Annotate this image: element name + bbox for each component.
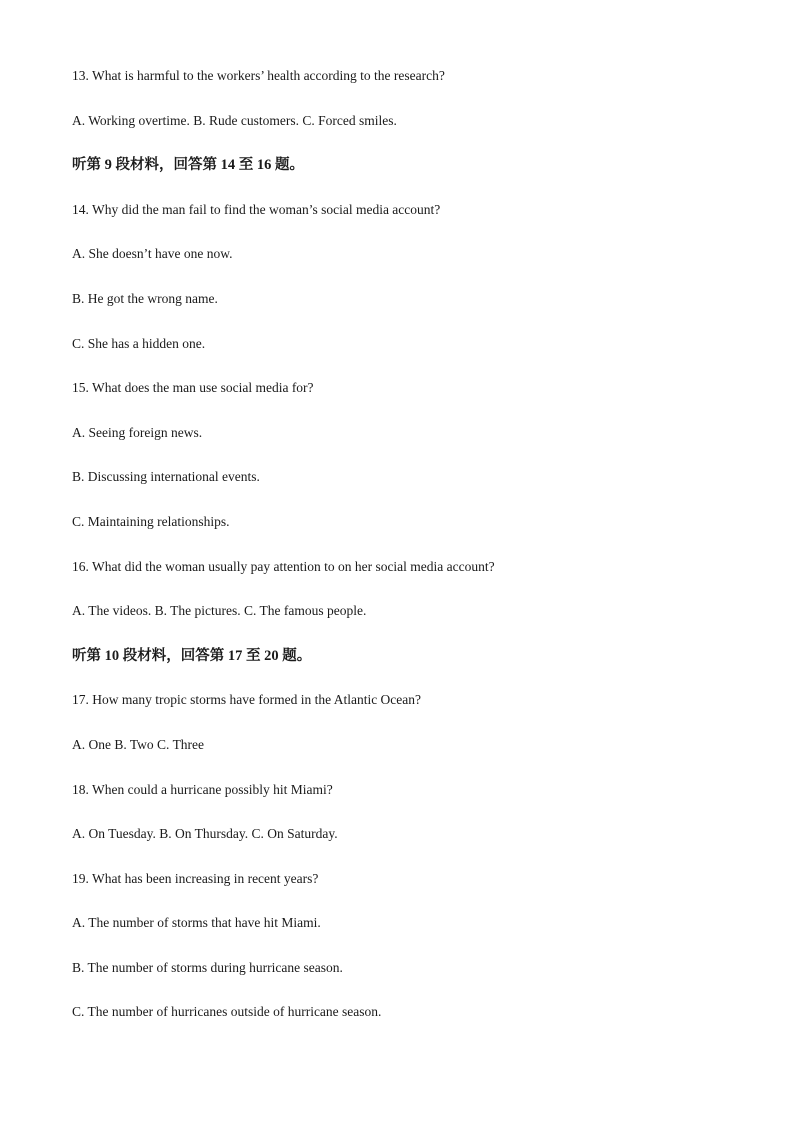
question-15: 15. What does the man use social media for? [72, 380, 314, 396]
question-19-option-b: B. The number of storms during hurricane season. [72, 959, 343, 975]
question-14-option-b: B. He got the wrong name. [72, 290, 218, 306]
question-18: 18. When could a hurricane possibly hit Miami? [72, 781, 333, 797]
question-19: 19. What has been increasing in recent years? [72, 870, 319, 886]
question-15-option-a: A. Seeing foreign news. [72, 424, 203, 440]
question-17: 17. How many tropic storms have formed in the Atlantic Ocean? [72, 692, 422, 708]
question-15-option-b: B. Discussing international events. [72, 469, 260, 485]
section-heading-10: 听第 10 段材料，回答第 17 至 20 题。 [72, 647, 312, 664]
exam-content [72, 66, 732, 1047]
question-14: 14. Why did the man fail to find the woman’s social media account? [72, 201, 441, 217]
question-13-options: A. Working overtime. B. Rude customers. C. Forced smiles. [72, 112, 397, 128]
question-19-option-a: A. The number of storms that have hit Miami. [72, 915, 321, 931]
section-heading-9: 听第 9 段材料，回答第 14 至 16 题。 [72, 157, 304, 174]
question-18-options: A. On Tuesday. B. On Thursday. C. On Saturday. [72, 826, 338, 842]
question-14-option-a: A. She doesn’t have one now. [72, 246, 233, 262]
question-13: 13. What is harmful to the workers’ health according to the research? [72, 68, 445, 83]
question-17-options: A. One B. Two C. Three [72, 736, 205, 752]
question-19-option-c: C. The number of hurricanes outside of hurricane season. [72, 1004, 382, 1020]
question-16: 16. What did the woman usually pay attention to on her social media account? [72, 558, 495, 574]
question-16-options: A. The videos. B. The pictures. C. The famous people. [72, 603, 367, 619]
question-14-option-c: C. She has a hidden one. [72, 335, 206, 351]
question-15-option-c: C. Maintaining relationships. [72, 513, 230, 529]
